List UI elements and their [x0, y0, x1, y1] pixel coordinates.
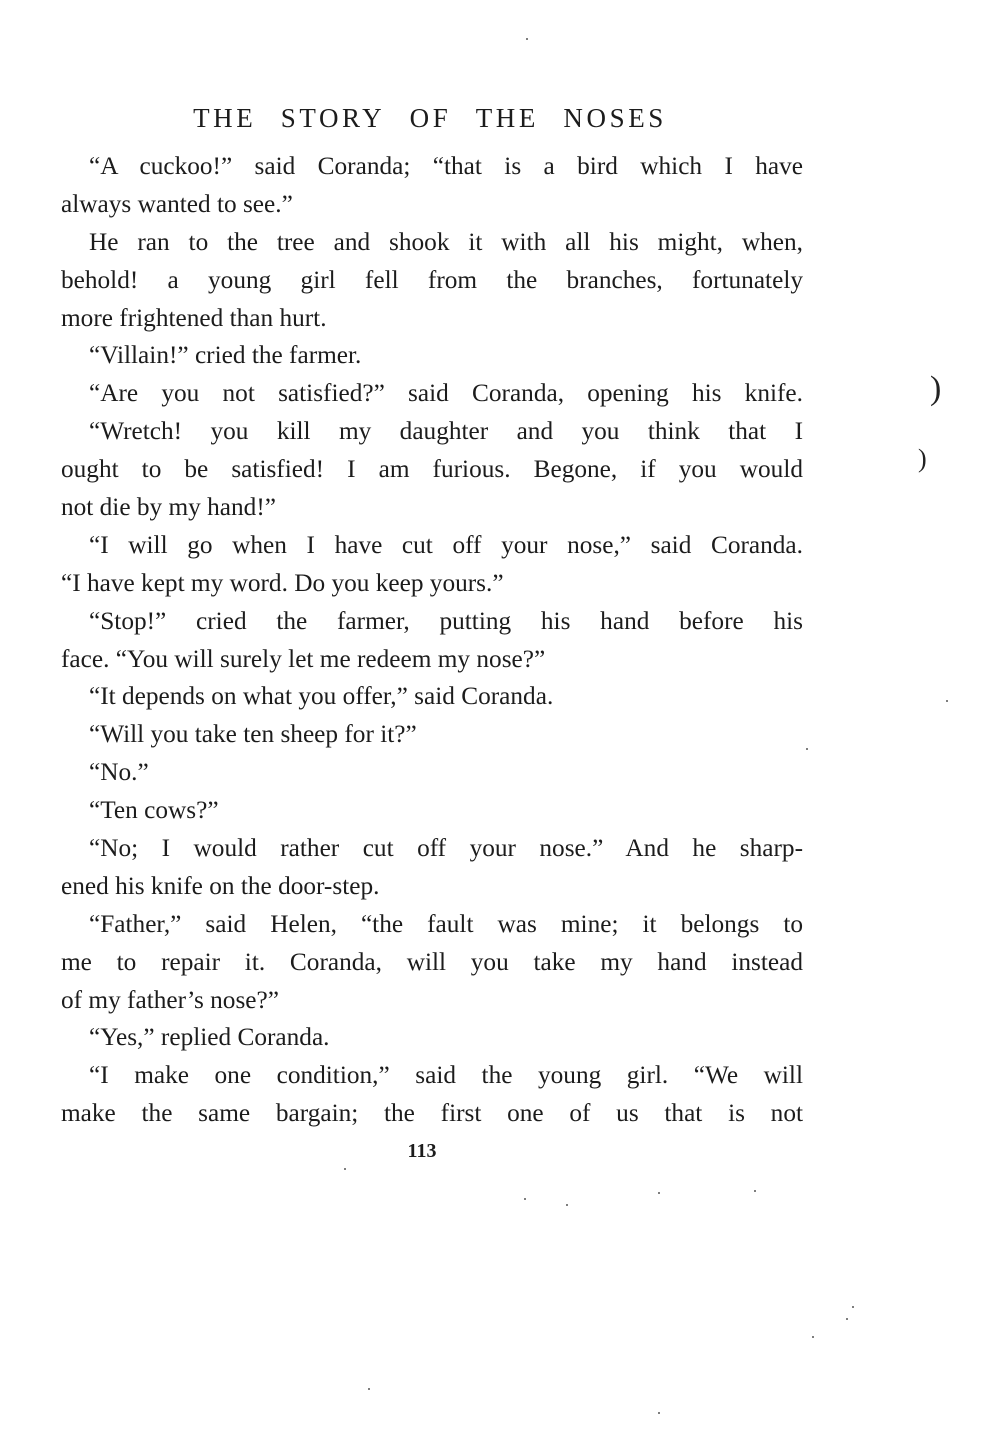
text-line: make the same bargain; the first one of us that is not	[61, 1099, 803, 1128]
text-line: ened his knife on the door-step.	[61, 871, 380, 900]
page-body	[61, 148, 803, 1133]
text-line: “I make one condition,” said the young girl. “We will	[89, 1061, 803, 1090]
text-line: “It depends on what you offer,” said Coranda.	[89, 682, 554, 711]
text-line: face. “You will surely let me redeem my nose?”	[61, 644, 546, 673]
running-title-word: NOSES	[563, 103, 667, 133]
scan-speck	[658, 1412, 660, 1414]
text-line: “Ten cows?”	[89, 796, 219, 825]
scan-speck	[344, 1168, 346, 1170]
scan-speck	[852, 1306, 854, 1308]
text-line: always wanted to see.”	[61, 189, 293, 218]
running-title-word: STORY	[280, 103, 386, 133]
text-line: “I have kept my word. Do you keep yours.”	[61, 568, 504, 597]
text-line: “I will go when I have cut off your nose,” said Coranda.	[89, 530, 803, 559]
margin-bracket-mark: )	[918, 444, 927, 473]
text-line: not die by my hand!”	[61, 493, 276, 522]
text-line: “Stop!” cried the farmer, putting his hand before his	[89, 606, 803, 635]
text-line: ought to be satisfied! I am furious. Begone, if you would	[61, 455, 803, 484]
running-title	[60, 98, 800, 138]
scan-speck	[524, 1198, 526, 1200]
margin-bracket-mark: )	[930, 370, 942, 407]
scan-speck	[946, 700, 948, 702]
text-line: of my father’s nose?”	[61, 985, 279, 1014]
text-line: “No.”	[89, 758, 149, 787]
running-title-word: THE	[193, 103, 257, 133]
scan-speck	[846, 1318, 848, 1320]
text-line: “Will you take ten sheep for it?”	[89, 720, 417, 749]
scan-speck	[806, 748, 808, 750]
scan-speck	[812, 1336, 814, 1338]
text-line: “Father,” said Helen, “the fault was mine; it belongs to	[89, 909, 803, 938]
scan-speck	[658, 1192, 660, 1194]
text-line: “Are you not satisfied?” said Coranda, opening his knife.	[89, 379, 803, 408]
scan-speck	[566, 1204, 568, 1206]
scan-speck	[526, 38, 528, 40]
text-line: me to repair it. Coranda, will you take my hand instead	[61, 947, 803, 976]
text-line: “No; I would rather cut off your nose.” And he sharp-	[89, 834, 803, 863]
text-line: He ran to the tree and shook it with all his might, when,	[89, 227, 803, 256]
text-line: “Wretch! you kill my daughter and you think that I	[89, 417, 803, 446]
text-line: “Villain!” cried the farmer.	[89, 341, 362, 370]
text-line: behold! a young girl fell from the branches, fortunately	[61, 265, 803, 294]
scan-speck	[368, 1388, 370, 1390]
text-line: “A cuckoo!” said Coranda; “that is a bird which I have	[89, 152, 803, 180]
text-line: “Yes,” replied Coranda.	[89, 1023, 330, 1052]
text-line: more frightened than hurt.	[61, 303, 327, 332]
running-title-word: THE	[475, 103, 540, 133]
scan-speck	[754, 1190, 756, 1192]
page-number: 113	[407, 1140, 437, 1162]
running-title-word: OF	[409, 103, 452, 133]
